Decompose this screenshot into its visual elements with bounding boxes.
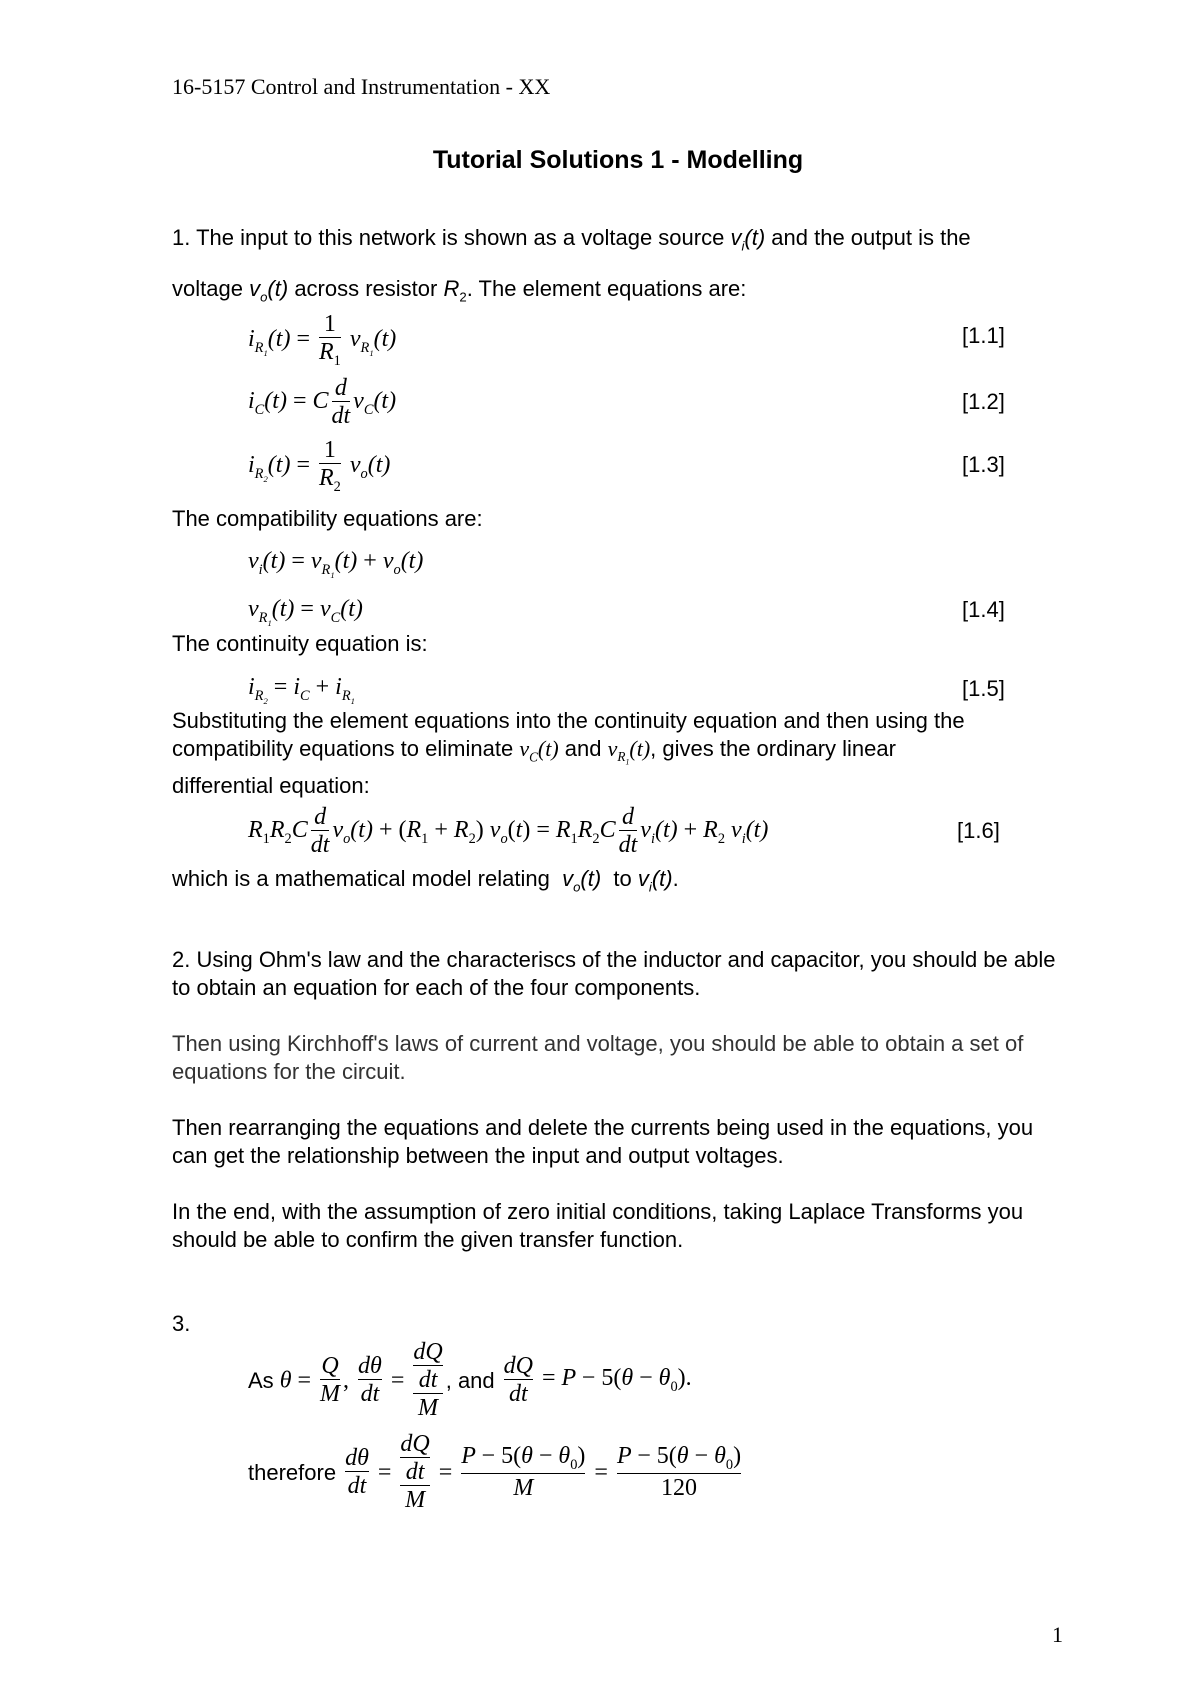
equation-1-6: $R_1R_2C$ $\frac{d}{dt}$ $v_o(t) + (R_1 + R_2) v_o(t) = R_1R_2C$ $\frac{d}{dt}$ $v_i(t) + R_2$ $v_i(t)$ xyxy=(248,804,769,859)
subst-line-2: compatibility equations to eliminate $v_C(t)$ and $v_{R_1}(t)$, gives the ordinary linear xyxy=(172,736,896,768)
page-number: 1 xyxy=(1052,1622,1063,1647)
eq-label-1-6: [1.6] xyxy=(957,818,1000,843)
q2-paragraph-4: In the end, with the assumption of zero initial conditions, taking Laplace Transforms you should be able to confirm the given transfer function. xyxy=(172,1199,1024,1252)
q2-paragraph-1: 2. Using Ohm's law and the characteriscs of the inductor and capacitor, you should be able to obtain an equation for each of the four components. xyxy=(172,947,1056,1000)
eq-label-1-5: [1.5] xyxy=(962,676,1005,701)
q1-intro-line1: 1. The input to this network is shown as a voltage source $v_i(t)$ and the output is the xyxy=(172,225,971,254)
subst-line-1: Substituting the element equations into the continuity equation and then using the xyxy=(172,708,965,733)
q2-paragraph-2: Then using Kirchhoff's laws of current and voltage, you should be able to obtain a set of equations for the circuit. xyxy=(172,1031,1024,1084)
eq-label-1-3: [1.3] xyxy=(962,452,1005,477)
q3-equation-line-2: therefore $\frac{d\theta}{dt}$ = $\frac{\frac{dQ}{dt}}{M}$ = $\frac{P - 5(\theta - \theta_0)}{M}$ = $\frac{P - 5(\theta - \theta_0)}{120}$ xyxy=(248,1431,742,1514)
compat-equation-2: $v_{R_1}(t) = v_C(t)$ xyxy=(248,596,363,628)
q3-equation-line-1: As θ = $\frac{Q}{M}$ , $\frac{d\theta}{dt}$ = $\frac{\frac{dQ}{dt}}{M}$ , and $\frac{dQ}{dt}$ = $P - 5(\theta - \theta_0)$. xyxy=(248,1339,692,1422)
equation-1-3: $i_{R_2}(t)$ = $\frac{1}{R_2}$ $v_o(t)$ xyxy=(248,437,391,495)
q1-intro-line2: voltage $v_o(t)$ across resistor $R_2$. The element equations are: xyxy=(172,276,747,305)
compat-equation-1: $v_i(t) = v_{R_1}(t) + v_o(t)$ xyxy=(248,548,424,580)
compat-heading: The compatibility equations are: xyxy=(172,506,483,531)
model-statement: which is a mathematical model relating $v_o(t)$ to $v_i(t)$. xyxy=(172,866,679,895)
eq-label-1-2: [1.2] xyxy=(962,389,1005,414)
page-title: Tutorial Solutions 1 - Modelling xyxy=(432,146,804,174)
eq-label-1-4: [1.4] xyxy=(962,597,1005,622)
continuity-equation: $i_{R_2} = i_C + i_{R_1}$ xyxy=(248,674,355,706)
subst-line-3: differential equation: xyxy=(172,773,370,798)
continuity-heading: The continuity equation is: xyxy=(172,631,428,656)
equation-1-2: $i_C(t) = C$ $\frac{d}{dt}$ $v_C(t)$ xyxy=(248,375,397,430)
q3-number: 3. xyxy=(172,1311,191,1336)
q2-paragraph-3: Then rearranging the equations and delete the currents being used in the equations, you can get the relationship between the input and output voltages. xyxy=(172,1115,1034,1168)
course-header: 16-5157 Control and Instrumentation - XX xyxy=(172,74,551,99)
equation-1-1: $i_{R_1}(t)$ = $\frac{1}{R_1}$ $v_{R_1}(t)$ xyxy=(248,311,397,369)
eq-label-1-1: [1.1] xyxy=(962,323,1005,348)
